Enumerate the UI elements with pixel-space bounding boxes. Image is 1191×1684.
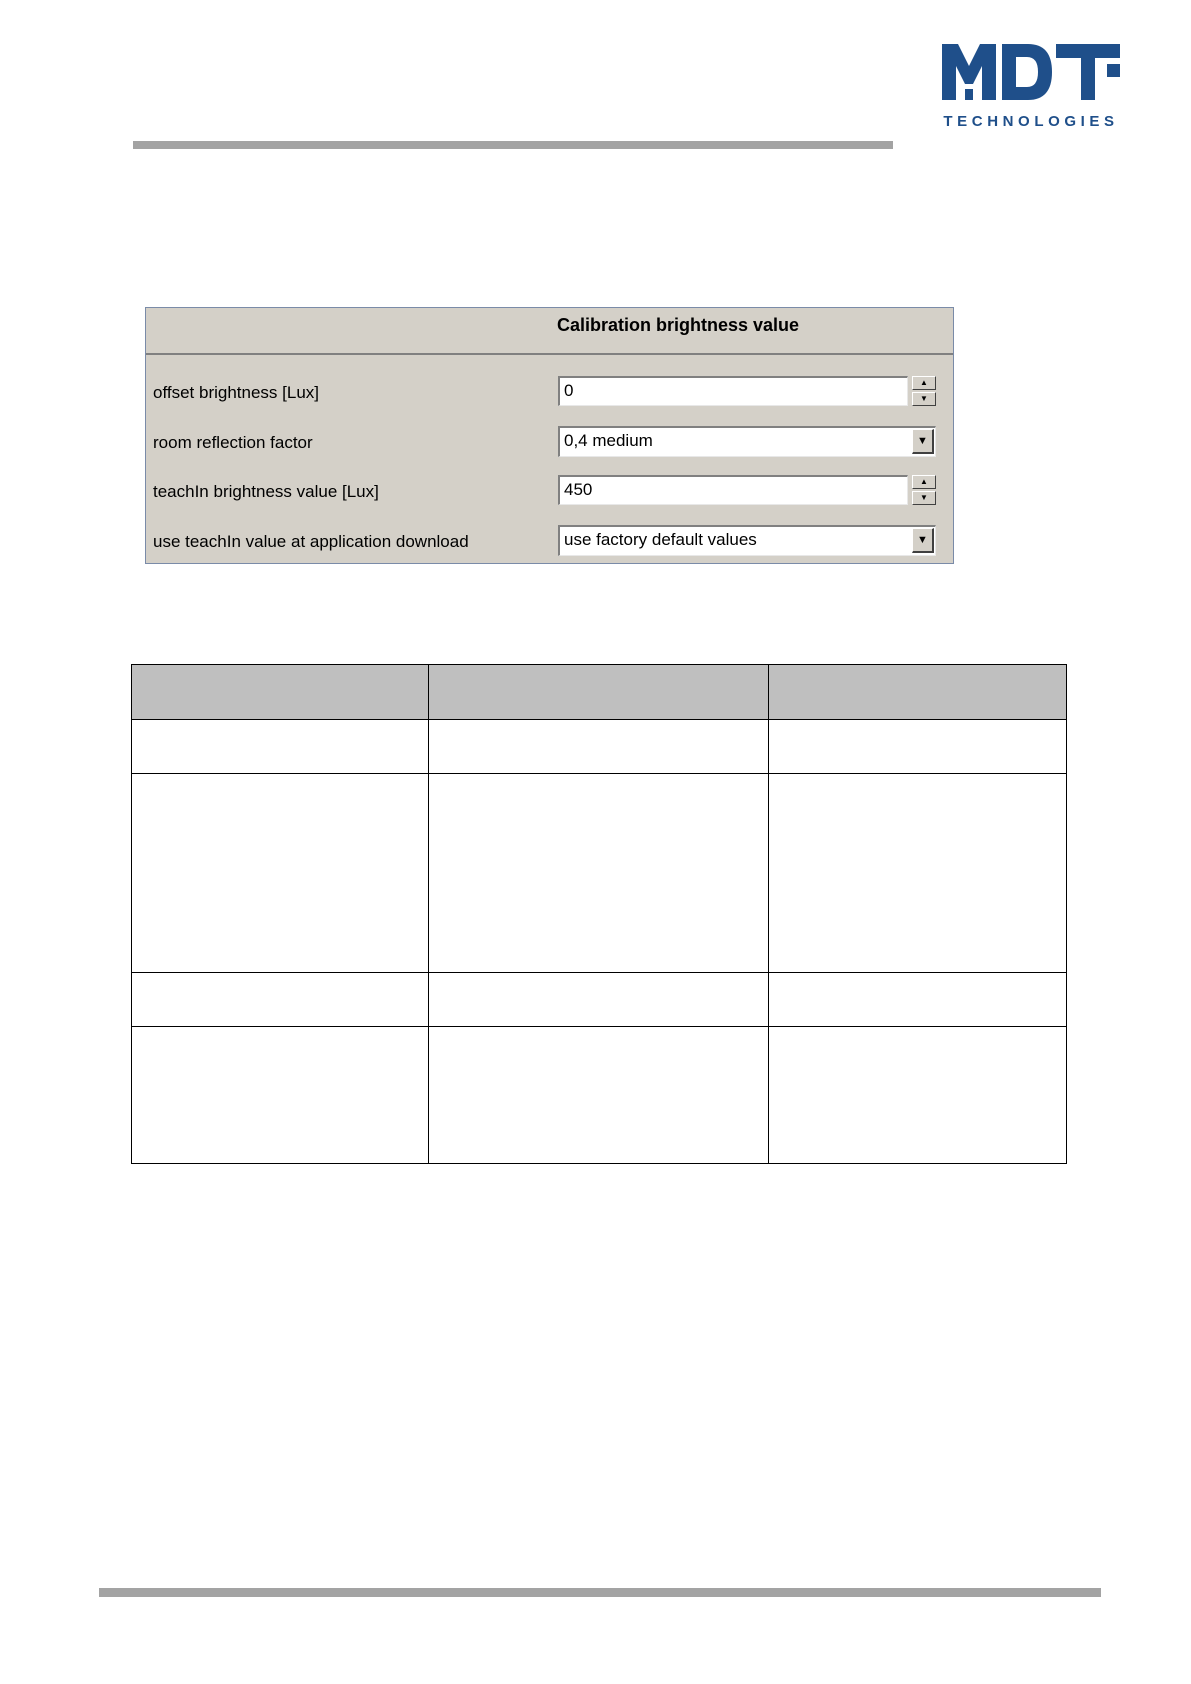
spin-up-icon[interactable]: ▲ — [912, 376, 936, 390]
table-cell — [429, 720, 769, 774]
header-rule — [133, 141, 893, 149]
teachin-brightness-spinner[interactable] — [912, 475, 936, 506]
spin-down-icon[interactable]: ▼ — [912, 392, 936, 406]
parameter-table — [131, 664, 1067, 1164]
table-cell — [429, 774, 769, 973]
parameter-dialog — [145, 307, 954, 564]
room-reflection-select[interactable] — [558, 426, 936, 457]
param-label-offset-brightness: offset brightness [Lux] — [153, 383, 320, 402]
dialog-header — [146, 308, 953, 355]
table-cell — [132, 973, 429, 1027]
table-header-cell — [429, 665, 769, 720]
offset-brightness-input[interactable] — [558, 376, 908, 406]
teachin-brightness-input[interactable] — [558, 475, 908, 505]
spin-down-icon[interactable]: ▼ — [912, 491, 936, 505]
room-reflection-value: 0,4 medium — [564, 431, 653, 450]
table-header-cell — [769, 665, 1067, 720]
table-cell — [769, 973, 1067, 1027]
spin-up-icon[interactable]: ▲ — [912, 475, 936, 489]
table-row — [132, 973, 1067, 1027]
offset-brightness-value: 0 — [564, 381, 574, 400]
footer-rule — [99, 1588, 1101, 1597]
mdt-logo — [942, 44, 1120, 134]
table-cell — [429, 973, 769, 1027]
param-label-room-reflection: room reflection factor — [153, 433, 313, 452]
table-cell — [769, 774, 1067, 973]
logo-subtitle: TECHNOLOGIES — [943, 113, 1119, 130]
table-cell — [132, 774, 429, 973]
offset-brightness-spinner[interactable] — [912, 376, 936, 407]
table-row — [132, 720, 1067, 774]
teachin-brightness-value: 450 — [564, 480, 593, 499]
dialog-title: Calibration brightness value — [557, 315, 800, 335]
table-row — [132, 774, 1067, 973]
table-cell — [132, 1027, 429, 1164]
use-teachin-select[interactable] — [558, 525, 936, 556]
table-row — [132, 1027, 1067, 1164]
table-cell — [429, 1027, 769, 1164]
param-label-teachin-brightness: teachIn brightness value [Lux] — [153, 482, 379, 501]
use-teachin-value: use factory default values — [564, 530, 757, 549]
table-cell — [132, 720, 429, 774]
chevron-down-icon[interactable]: ▼ — [912, 429, 934, 454]
chevron-down-icon[interactable]: ▼ — [912, 528, 934, 553]
table-cell — [769, 1027, 1067, 1164]
table-header-row — [132, 665, 1067, 720]
param-label-use-teachin: use teachIn value at application download — [153, 532, 469, 551]
mdt-logo-mark — [942, 44, 1120, 104]
table-header-cell — [132, 665, 429, 720]
table-cell — [769, 720, 1067, 774]
